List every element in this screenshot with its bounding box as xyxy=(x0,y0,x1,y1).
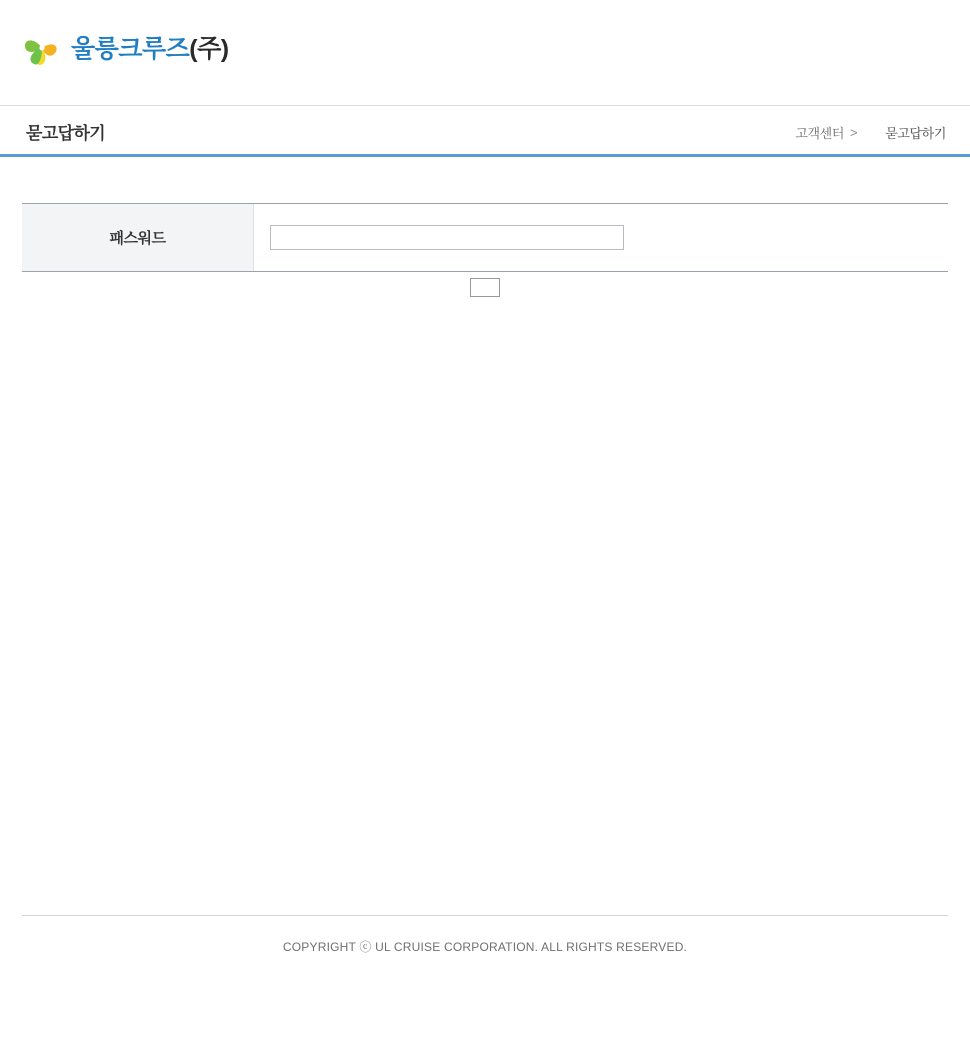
site-footer xyxy=(0,915,970,955)
page-titlebar xyxy=(0,105,970,157)
password-label: 패스워드 xyxy=(22,204,254,271)
breadcrumb xyxy=(795,123,946,142)
logo-text-suffix: (주) xyxy=(189,34,229,63)
logo-text-primary: 울릉크루즈 xyxy=(71,34,190,63)
breadcrumb-current: 묻고답하기 xyxy=(885,126,946,141)
form-button-row xyxy=(22,278,948,297)
password-input[interactable] xyxy=(270,225,624,250)
password-form-table xyxy=(22,203,948,272)
breadcrumb-separator-icon: > xyxy=(850,125,858,140)
password-field-cell xyxy=(254,204,948,271)
site-logo-text xyxy=(71,34,229,63)
main-content xyxy=(22,203,948,297)
submit-button[interactable] xyxy=(470,278,500,297)
footer-divider xyxy=(22,915,948,916)
site-logo-link[interactable] xyxy=(22,28,229,70)
copyright-text: COPYRIGHT ⓒ UL CRUISE CORPORATION. ALL RIGHTS RESERVED. xyxy=(282,940,688,954)
titlebar-inner xyxy=(22,106,948,154)
page-title: 묻고답하기 xyxy=(26,124,106,143)
breadcrumb-parent[interactable]: 고객센터 xyxy=(795,126,844,141)
site-header xyxy=(0,0,970,105)
pinwheel-flower-logo-icon xyxy=(22,28,62,70)
